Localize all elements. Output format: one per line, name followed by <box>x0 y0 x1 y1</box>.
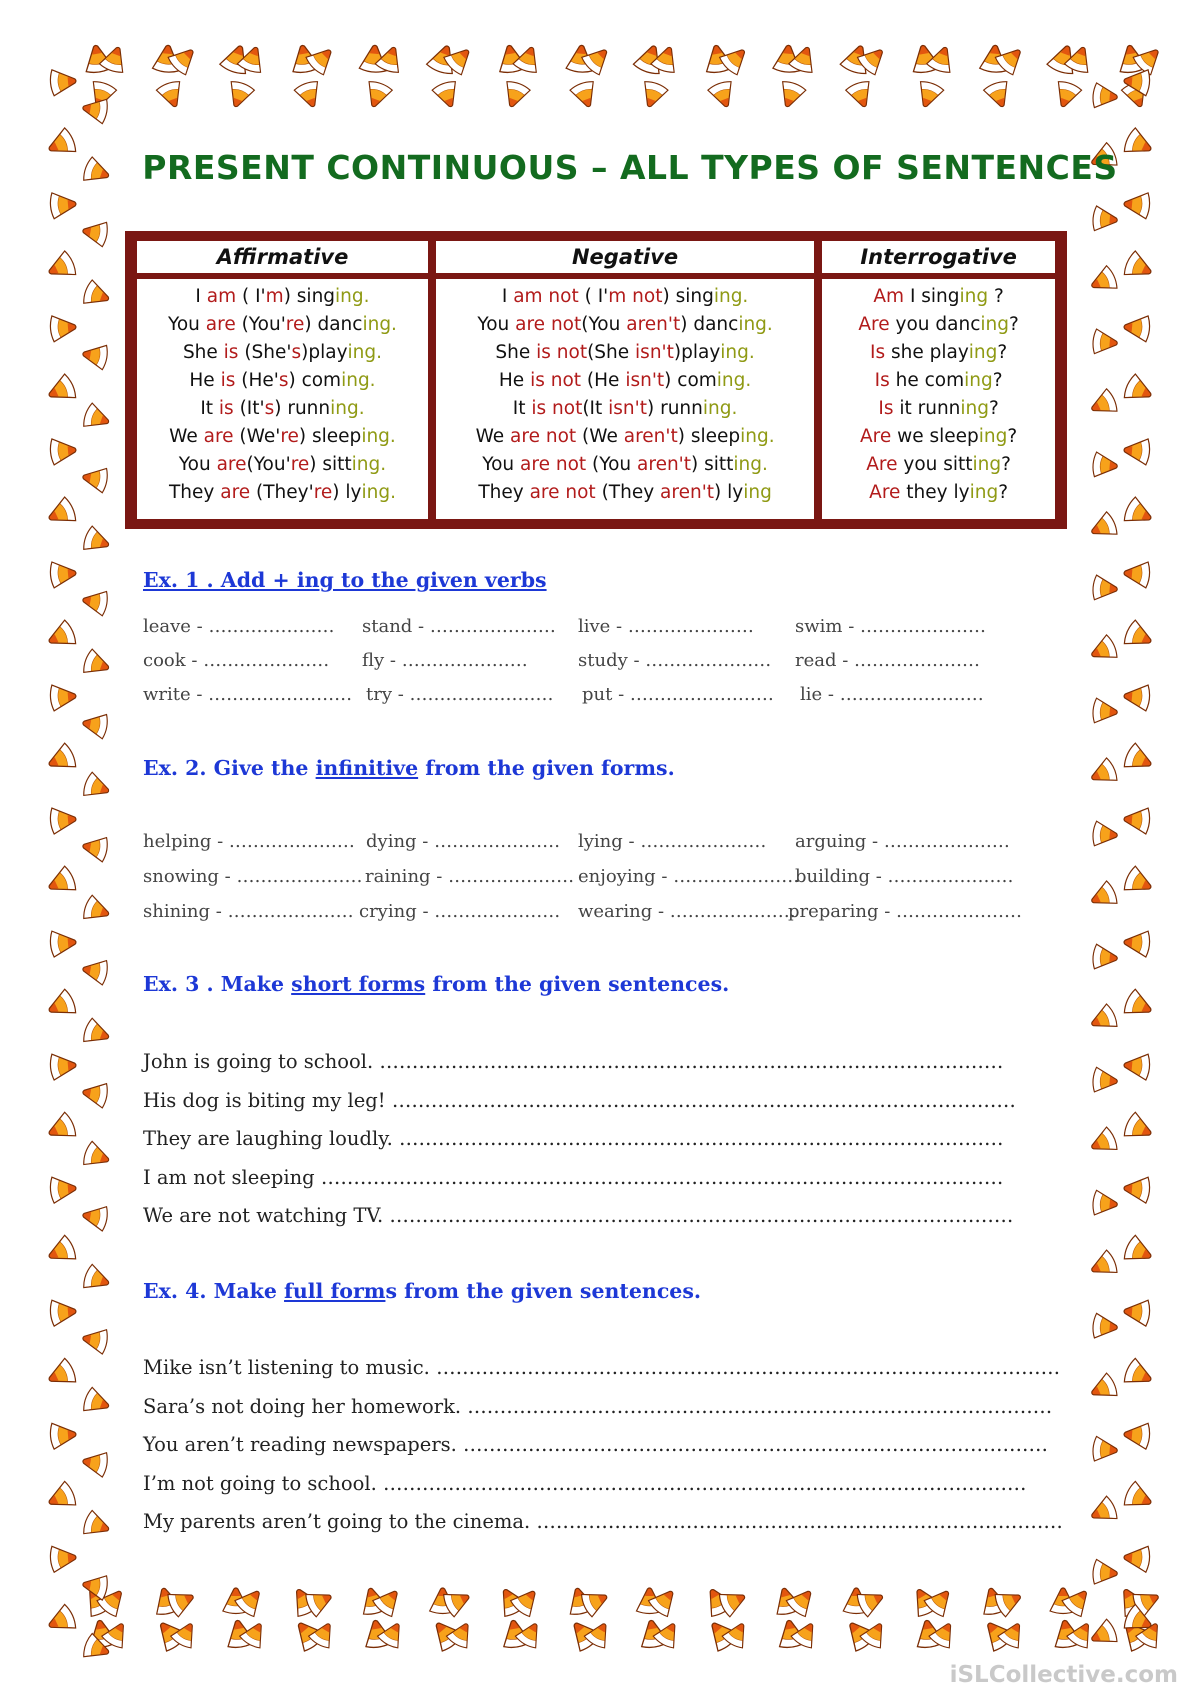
candy-corn-icon <box>1123 1421 1151 1449</box>
candy-corn-icon <box>1092 1436 1118 1463</box>
candy-corn-icon <box>82 894 113 925</box>
candy-corn-icon <box>1087 1003 1119 1036</box>
ex1-item[interactable]: fly - ………………… <box>362 650 528 671</box>
table-sentence: They are (They're) lying. <box>168 482 396 503</box>
candy-corn-icon <box>49 437 77 465</box>
candy-corn-icon <box>1123 683 1151 711</box>
table-sentence: They are not (They aren't) lying <box>478 482 772 503</box>
candy-corn-icon <box>775 80 806 111</box>
ex2-item[interactable]: snowing - ………………… <box>143 866 363 887</box>
candy-corn-icon <box>1092 575 1118 602</box>
negative-column <box>436 279 814 519</box>
candy-corn-icon <box>82 771 113 802</box>
ex3-title: Ex. 3 . Make short forms from the given sentences. <box>143 972 730 996</box>
candy-corn-icon <box>81 834 109 863</box>
candy-corn-icon <box>81 1203 109 1232</box>
header-affirmative: Affirmative <box>137 241 428 273</box>
affirmative-column <box>137 279 428 519</box>
ex2-item[interactable]: crying - ………………… <box>359 901 561 922</box>
candy-corn-icon <box>1092 821 1118 848</box>
ex2-item[interactable]: preparing - ………………… <box>788 901 1023 922</box>
table-sentence: You are not(You aren't) dancing. <box>477 314 773 335</box>
ex4-title: Ex. 4. Make full forms from the given sentences. <box>143 1279 702 1303</box>
table-sentence: Am I singing ? <box>873 286 1004 307</box>
candy-corn-icon <box>1123 437 1151 465</box>
candy-corn-icon <box>1122 988 1156 1022</box>
candy-corn-icon <box>81 1449 109 1478</box>
ex1-item[interactable]: try - …………………… <box>366 684 554 705</box>
candy-corn-icon <box>82 1140 113 1171</box>
candy-corn-icon <box>1092 1559 1118 1586</box>
candy-corn-icon <box>82 1264 113 1295</box>
candy-corn-icon <box>1122 1357 1156 1391</box>
candy-corn-icon <box>44 1480 78 1514</box>
ex1-item[interactable]: swim - ………………… <box>795 616 986 637</box>
candy-corn-icon <box>1087 1372 1119 1405</box>
table-sentence: Are you dancing? <box>858 314 1019 335</box>
watermark: iSLCollective.com <box>949 1662 1178 1688</box>
ex3-line[interactable]: We are not watching TV. …………………………………………………………………………………… <box>143 1204 1014 1227</box>
candy-corn-icon <box>44 1357 78 1391</box>
ex2-item[interactable]: wearing - ………………… <box>578 901 796 922</box>
table-sentence: It is (It's) running. <box>200 398 365 419</box>
candy-corn-icon <box>1092 698 1118 725</box>
candy-corn-icon <box>1092 1190 1118 1217</box>
table-sentence: We are not (We aren't) sleeping. <box>475 426 775 447</box>
candy-corn-icon <box>1087 511 1119 544</box>
table-sentence: We are (We're) sleeping. <box>169 426 396 447</box>
candy-corn-icon <box>1087 880 1119 913</box>
candy-corn-icon <box>1123 191 1151 219</box>
candy-corn-icon <box>293 80 324 111</box>
table-sentence: You are not (You aren't) sitting. <box>482 454 768 475</box>
candy-corn-icon <box>49 314 77 342</box>
candy-corn-icon <box>913 80 944 111</box>
candy-corn-icon <box>44 865 78 899</box>
candy-corn-icon <box>499 80 530 111</box>
table-sentence: She is (She's)playing. <box>182 342 383 363</box>
table-sentence: Are they lying? <box>869 482 1009 503</box>
grammar-table <box>125 231 1067 529</box>
interrogative-column <box>822 279 1055 519</box>
candy-corn-icon <box>431 80 462 111</box>
candy-corn-icon <box>82 648 113 679</box>
candy-corn-icon <box>1087 388 1119 421</box>
candy-corn-icon <box>44 742 78 776</box>
ex3-line[interactable]: His dog is biting my leg! …………………………………………………………………………………… <box>143 1089 1016 1112</box>
candy-corn-icon <box>1051 80 1082 111</box>
candy-corn-icon <box>1122 619 1156 653</box>
table-sentence: Is she playing? <box>869 342 1008 363</box>
ex1-item[interactable]: read - ………………… <box>795 650 981 671</box>
page-title: PRESENT CONTINUOUS – ALL TYPES OF SENTENCES <box>142 148 1118 187</box>
candy-corn-icon <box>44 1111 78 1145</box>
ex4-line[interactable]: My parents aren’t going to the cinema. ……………………………………………………………………… <box>143 1510 1063 1533</box>
candy-corn-icon <box>44 988 78 1022</box>
candy-corn-icon <box>82 1017 113 1048</box>
ex1-item[interactable]: leave - ………………… <box>143 616 335 637</box>
table-sentence: I am ( I'm) singing. <box>195 286 370 307</box>
ex1-title: Ex. 1 . Add + ing to the given verbs <box>143 568 547 592</box>
candy-corn-icon <box>983 80 1014 111</box>
candy-corn-icon <box>49 1421 77 1449</box>
candy-corn-icon <box>1092 452 1118 479</box>
candy-corn-icon <box>156 80 187 111</box>
candy-corn-icon <box>1122 373 1156 407</box>
candy-corn-icon <box>81 219 109 248</box>
candy-corn-icon <box>49 560 77 588</box>
table-sentence: He is (He's) coming. <box>189 370 376 391</box>
candy-corn-icon <box>1087 757 1119 790</box>
ex2-item[interactable]: enjoying - ………………… <box>578 866 800 887</box>
candy-corn-icon <box>44 1603 78 1637</box>
table-sentence: You are (You're) dancing. <box>168 314 397 335</box>
candy-corn-icon <box>1122 1111 1156 1145</box>
candy-corn-icon <box>1087 1126 1119 1159</box>
candy-corn-icon <box>1122 865 1156 899</box>
candy-corn-icon <box>44 373 78 407</box>
candy-corn-icon <box>1123 560 1151 588</box>
candy-corn-icon <box>1122 1234 1156 1268</box>
candy-corn-icon <box>845 80 876 111</box>
header-negative: Negative <box>436 241 814 273</box>
candy-corn-icon <box>1123 1544 1151 1572</box>
candy-corn-icon <box>49 806 77 834</box>
candy-corn-icon <box>49 683 77 711</box>
ex4-line[interactable]: I’m not going to school. ……………………………………………………………………………………… <box>143 1472 1027 1495</box>
candy-corn-icon <box>82 1510 113 1541</box>
candy-corn-icon <box>637 80 668 111</box>
candy-corn-icon <box>49 1298 77 1326</box>
table-sentence: Are you sitting? <box>866 454 1011 475</box>
candy-corn-icon <box>44 250 78 284</box>
candy-corn-icon <box>1092 944 1118 971</box>
ex4-line[interactable]: Sara’s not doing her homework. ……………………………………………………………………………… <box>143 1395 1053 1418</box>
ex2-item[interactable]: shining - ………………… <box>143 901 354 922</box>
candy-corn-icon <box>1122 496 1156 530</box>
ex3-line[interactable]: I am not sleeping …………………………………………………………………………………………… <box>143 1166 1004 1189</box>
ex2-item[interactable]: arguing - ………………… <box>795 831 1010 852</box>
candy-corn-icon <box>1087 1618 1119 1651</box>
ex1-item[interactable]: write - …………………… <box>143 684 353 705</box>
candy-corn-icon <box>49 1175 77 1203</box>
ex1-item[interactable]: cook - ………………… <box>143 650 330 671</box>
candy-corn-icon <box>1122 1480 1156 1514</box>
candy-corn-icon <box>1092 206 1118 233</box>
ex4-line[interactable]: Mike isn’t listening to music. …………………………………………………………………………………… <box>143 1356 1061 1379</box>
candy-corn-icon <box>44 619 78 653</box>
table-sentence: Is he coming? <box>874 370 1003 391</box>
ex2-item[interactable]: helping - ………………… <box>143 831 355 852</box>
ex1-item[interactable]: put - …………………… <box>582 684 774 705</box>
ex3-line[interactable]: John is going to school. …………………………………………………………………………………… <box>143 1050 1004 1073</box>
candy-corn-icon <box>49 191 77 219</box>
candy-corn-icon <box>81 465 109 494</box>
candy-corn-icon <box>1087 265 1119 298</box>
candy-corn-icon <box>1123 806 1151 834</box>
candy-corn-icon <box>1122 250 1156 284</box>
candy-corn-icon <box>1123 1175 1151 1203</box>
candy-corn-icon <box>362 80 393 111</box>
candy-corn-icon <box>1122 742 1156 776</box>
candy-corn-icon <box>1092 329 1118 356</box>
ex2-item[interactable]: dying - ………………… <box>366 831 561 852</box>
candy-corn-icon <box>569 80 600 111</box>
ex2-item[interactable]: lying - ………………… <box>578 831 767 852</box>
candy-corn-icon <box>82 402 113 433</box>
candy-corn-icon <box>1087 634 1119 667</box>
candy-corn-icon <box>1092 83 1118 110</box>
candy-corn-icon <box>224 80 255 111</box>
candy-corn-icon <box>1123 1052 1151 1080</box>
candy-corn-icon <box>81 588 109 617</box>
table-sentence: She is not(She isn't)playing. <box>495 342 755 363</box>
table-sentence: I am not ( I'm not) singing. <box>501 286 749 307</box>
table-sentence: Are we sleeping? <box>859 426 1018 447</box>
candy-corn-icon <box>1123 1298 1151 1326</box>
ex1-item[interactable]: stand - ………………… <box>362 616 556 637</box>
candy-corn-icon <box>1092 1313 1118 1340</box>
candy-corn-icon <box>49 1052 77 1080</box>
ex3-line[interactable]: They are laughing loudly. ………………………………………………………………………………… <box>143 1127 1004 1150</box>
candy-corn-icon <box>81 957 109 986</box>
ex1-item[interactable]: live - ………………… <box>578 616 754 637</box>
candy-corn-icon <box>49 1544 77 1572</box>
candy-corn-icon <box>82 279 113 310</box>
ex2-item[interactable]: raining - ………………… <box>365 866 575 887</box>
candy-corn-icon <box>1087 1495 1119 1528</box>
candy-corn-icon <box>1092 1067 1118 1094</box>
candy-corn-icon <box>81 1080 109 1109</box>
candy-corn-icon <box>44 1234 78 1268</box>
candy-corn-icon <box>44 496 78 530</box>
candy-corn-icon <box>82 1387 113 1418</box>
table-sentence: It is not(It isn't) running. <box>512 398 738 419</box>
ex2-item[interactable]: building - ………………… <box>795 866 1014 887</box>
ex1-item[interactable]: lie - …………………… <box>800 684 984 705</box>
table-sentence: He is not (He isn't) coming. <box>498 370 752 391</box>
candy-corn-icon <box>81 342 109 371</box>
candy-corn-icon <box>49 929 77 957</box>
ex1-item[interactable]: study - ………………… <box>578 650 772 671</box>
candy-corn-icon <box>1087 1249 1119 1282</box>
header-interrogative: Interrogative <box>822 241 1055 273</box>
candy-corn-icon <box>1123 929 1151 957</box>
candy-corn-icon <box>707 80 738 111</box>
candy-corn-icon <box>49 68 77 96</box>
table-sentence: You are(You're) sitting. <box>178 454 387 475</box>
candy-corn-icon <box>81 711 109 740</box>
table-sentence: Is it running? <box>878 398 999 419</box>
candy-corn-icon <box>81 1326 109 1355</box>
candy-corn-icon <box>82 525 113 556</box>
ex2-title: Ex. 2. Give the infinitive from the given forms. <box>143 756 675 780</box>
candy-corn-icon <box>1123 314 1151 342</box>
ex4-line[interactable]: You aren’t reading newspapers. ……………………………………………………………………………… <box>143 1433 1049 1456</box>
